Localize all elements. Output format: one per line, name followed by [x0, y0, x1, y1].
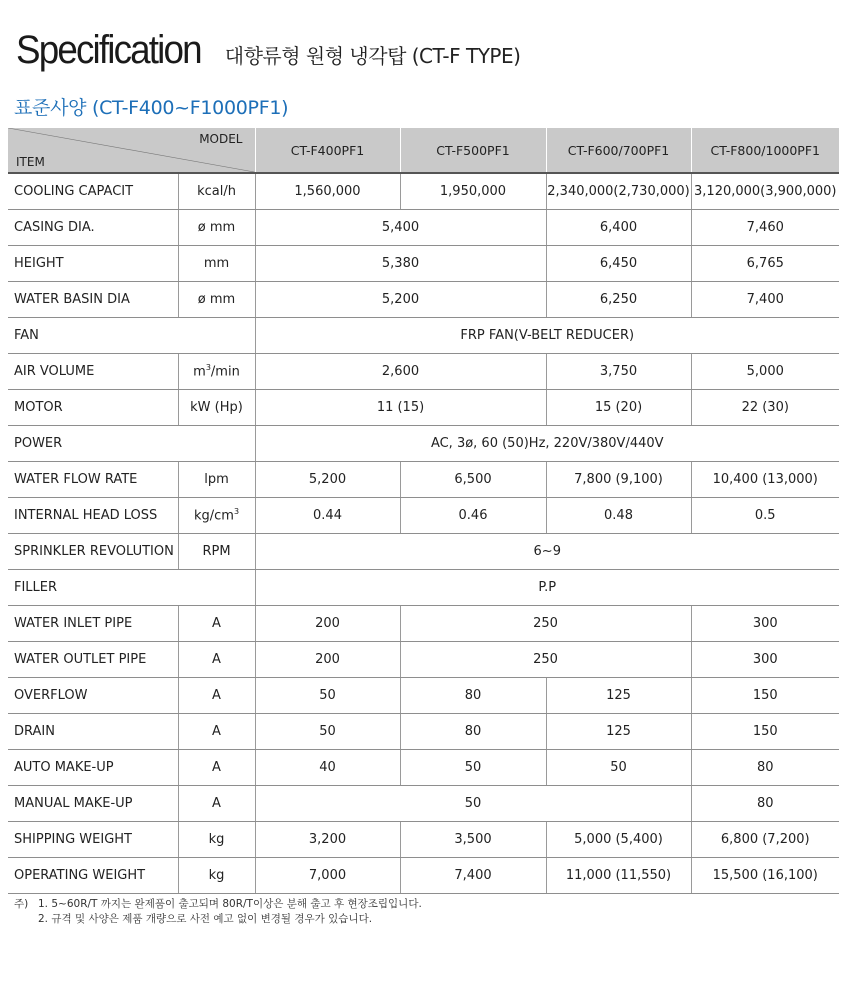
cell-value: 50: [255, 714, 400, 750]
cell-value: 6,400: [546, 210, 691, 246]
table-row: [8, 246, 839, 282]
cell-value: 10,400 (13,000): [691, 462, 839, 498]
cell-value: FRP FAN(V-BELT REDUCER): [255, 318, 839, 354]
cell-value: 6,800 (7,200): [691, 822, 839, 858]
cell-value: 0.5: [691, 498, 839, 534]
row-unit: A: [178, 642, 255, 678]
model-header: CT-F800/1000PF1: [691, 128, 839, 173]
cell-value: 80: [691, 786, 839, 822]
row-item-label: FAN: [8, 318, 255, 354]
table-row: [8, 750, 839, 786]
cell-value: 5,000 (5,400): [546, 822, 691, 858]
cell-value: 7,800 (9,100): [546, 462, 691, 498]
table-row: [8, 534, 839, 570]
row-item-label: FILLER: [8, 570, 255, 606]
cell-value: 200: [255, 606, 400, 642]
unit-part: kg/cm: [193, 508, 234, 524]
cell-value: 80: [400, 678, 546, 714]
row-item-label: DRAIN: [8, 714, 178, 750]
cell-value: 0.48: [546, 498, 691, 534]
cell-value: 5,200: [255, 282, 546, 318]
section-title: 표준사양 (CT-F400~F1000PF1): [14, 97, 289, 119]
table-row: [8, 318, 839, 354]
cell-value: 6,765: [691, 246, 839, 282]
table-row: [8, 822, 839, 858]
row-unit: kcal/h: [178, 173, 255, 210]
notes-lines: [38, 897, 422, 927]
row-item-label: WATER INLET PIPE: [8, 606, 178, 642]
cell-value: 22 (30): [691, 390, 839, 426]
cell-value: 3,200: [255, 822, 400, 858]
cell-value: 5,380: [255, 246, 546, 282]
cell-value: 11 (15): [255, 390, 546, 426]
cell-value: 11,000 (11,550): [546, 858, 691, 894]
table-row: [8, 354, 839, 390]
row-unit: kg: [178, 822, 255, 858]
cell-value: 150: [691, 714, 839, 750]
cell-value: 15 (20): [546, 390, 691, 426]
cell-value: 15,500 (16,100): [691, 858, 839, 894]
row-unit: [178, 498, 255, 534]
note-line: 1. 5~60R/T 까지는 완제품이 출고되며 80R/T이상은 분해 출고 후 현장조립입니다.: [38, 898, 422, 910]
cell-value: 7,400: [691, 282, 839, 318]
spec-table: [8, 128, 839, 894]
row-item-label: WATER BASIN DIA: [8, 282, 178, 318]
cell-value: 150: [691, 678, 839, 714]
row-unit: A: [178, 606, 255, 642]
table-row: [8, 678, 839, 714]
cell-value: 80: [691, 750, 839, 786]
table-row: [8, 714, 839, 750]
model-item-header: [8, 128, 255, 173]
model-header: CT-F600/700PF1: [546, 128, 691, 173]
unit-part: m: [193, 364, 206, 380]
row-item-label: SHIPPING WEIGHT: [8, 822, 178, 858]
row-unit: [178, 354, 255, 390]
row-unit: kg: [178, 858, 255, 894]
row-item-label: AIR VOLUME: [8, 354, 178, 390]
row-item-label: CASING DIA.: [8, 210, 178, 246]
cell-value: 7,460: [691, 210, 839, 246]
cell-value: 80: [400, 714, 546, 750]
cell-value: 5,200: [255, 462, 400, 498]
title-row: [16, 28, 520, 73]
row-unit: ø mm: [178, 210, 255, 246]
unit-part: /min: [210, 364, 240, 380]
cell-value: 0.46: [400, 498, 546, 534]
table-row: [8, 498, 839, 534]
table-row: [8, 858, 839, 894]
row-item-label: OVERFLOW: [8, 678, 178, 714]
row-item-label: WATER OUTLET PIPE: [8, 642, 178, 678]
row-unit: A: [178, 714, 255, 750]
row-item-label: WATER FLOW RATE: [8, 462, 178, 498]
table-row: [8, 282, 839, 318]
table-row: [8, 606, 839, 642]
table-row: [8, 173, 839, 210]
cell-value: 6,250: [546, 282, 691, 318]
row-unit: mm: [178, 246, 255, 282]
cell-value: 250: [400, 606, 691, 642]
table-row: [8, 642, 839, 678]
cell-value: 1,950,000: [400, 173, 546, 210]
cell-value: 300: [691, 606, 839, 642]
cell-value: 40: [255, 750, 400, 786]
row-item-label: AUTO MAKE-UP: [8, 750, 178, 786]
page-subtitle: 대향류형 원형 냉각탑 (CT-F TYPE): [224, 44, 521, 68]
cell-value: 50: [400, 750, 546, 786]
row-unit: ø mm: [178, 282, 255, 318]
table-row: [8, 210, 839, 246]
row-unit: kW (Hp): [178, 390, 255, 426]
footnotes: [14, 897, 422, 927]
cell-value: 250: [400, 642, 691, 678]
row-item-label: COOLING CAPACIT: [8, 173, 178, 210]
table-row: [8, 426, 839, 462]
row-item-label: MANUAL MAKE-UP: [8, 786, 178, 822]
row-item-label: SPRINKLER REVOLUTION: [8, 534, 178, 570]
cell-value: 200: [255, 642, 400, 678]
cell-value: 0.44: [255, 498, 400, 534]
model-header: CT-F400PF1: [255, 128, 400, 173]
cell-value: 50: [546, 750, 691, 786]
cell-value: 2,340,000(2,730,000): [546, 173, 691, 210]
cell-value: 2,600: [255, 354, 546, 390]
page-title: Specification: [16, 28, 201, 72]
row-unit: A: [178, 750, 255, 786]
cell-value: 125: [546, 714, 691, 750]
model-label: MODEL: [199, 132, 243, 146]
item-label: ITEM: [16, 155, 45, 169]
table-row: [8, 786, 839, 822]
cell-value: 7,400: [400, 858, 546, 894]
note-line: 2. 규격 및 사양은 제품 개량으로 사전 예고 없이 변경될 경우가 있습니다.: [38, 913, 373, 925]
cell-value: 6,450: [546, 246, 691, 282]
row-item-label: POWER: [8, 426, 255, 462]
row-unit: lpm: [178, 462, 255, 498]
cell-value: 7,000: [255, 858, 400, 894]
row-unit: RPM: [178, 534, 255, 570]
row-unit: A: [178, 678, 255, 714]
table-header-row: [8, 128, 839, 173]
cell-value: 125: [546, 678, 691, 714]
cell-value: 3,120,000(3,900,000): [691, 173, 839, 210]
unit-superscript: 3: [233, 507, 240, 517]
row-item-label: OPERATING WEIGHT: [8, 858, 178, 894]
table-row: [8, 570, 839, 606]
row-item-label: HEIGHT: [8, 246, 178, 282]
row-item-label: MOTOR: [8, 390, 178, 426]
cell-value: 6,500: [400, 462, 546, 498]
cell-value: 6~9: [255, 534, 839, 570]
cell-value: AC, 3ø, 60 (50)Hz, 220V/380V/440V: [255, 426, 839, 462]
cell-value: 50: [255, 786, 691, 822]
notes-label: 주): [14, 898, 29, 910]
unit-superscript: 3: [205, 363, 211, 373]
cell-value: 1,560,000: [255, 173, 400, 210]
cell-value: 300: [691, 642, 839, 678]
cell-value: 3,500: [400, 822, 546, 858]
cell-value: 5,400: [255, 210, 546, 246]
table-row: [8, 462, 839, 498]
cell-value: P.P: [255, 570, 839, 606]
cell-value: 50: [255, 678, 400, 714]
cell-value: 3,750: [546, 354, 691, 390]
row-unit: A: [178, 786, 255, 822]
row-item-label: INTERNAL HEAD LOSS: [8, 498, 178, 534]
model-header: CT-F500PF1: [400, 128, 546, 173]
cell-value: 5,000: [691, 354, 839, 390]
table-row: [8, 390, 839, 426]
